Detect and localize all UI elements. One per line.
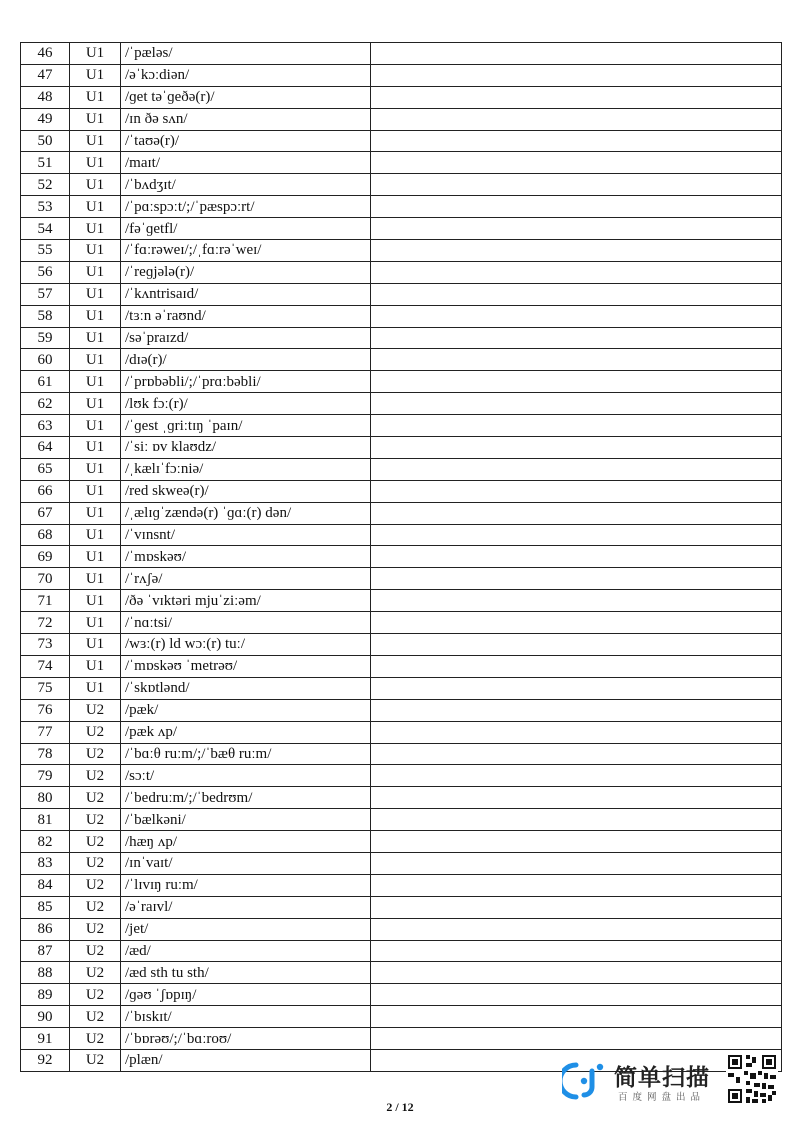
row-number: 46 [21,43,70,65]
row-number: 88 [21,962,70,984]
row-number: 67 [21,502,70,524]
row-unit: U2 [70,1006,121,1028]
row-unit: U2 [70,874,121,896]
row-unit: U2 [70,984,121,1006]
row-number: 62 [21,393,70,415]
row-number: 79 [21,765,70,787]
row-blank-cell [371,305,782,327]
row-phonetic: /ˈrʌʃə/ [121,568,371,590]
table-row [21,984,782,1006]
row-number: 91 [21,1028,70,1050]
row-blank-cell [371,940,782,962]
row-phonetic: /ˈbedruːm/;/ˈbedrʊm/ [121,787,371,809]
row-phonetic: /ˈbɒrəʊ/;/ˈbɑːroʊ/ [121,1028,371,1050]
row-blank-cell [371,152,782,174]
row-phonetic: /ˈbɑːθ ruːm/;/ˈbæθ ruːm/ [121,743,371,765]
row-phonetic: /ɡet təˈɡeðə(r)/ [121,86,371,108]
row-unit: U1 [70,371,121,393]
row-phonetic: /ˈbælkəni/ [121,809,371,831]
row-blank-cell [371,458,782,480]
row-phonetic: /ˈpɑːspɔːt/;/ˈpæspɔːrt/ [121,196,371,218]
row-phonetic: /ɪnˈvaɪt/ [121,852,371,874]
row-phonetic: /plæn/ [121,1049,371,1071]
row-blank-cell [371,699,782,721]
row-phonetic: /ˈnɑːtsi/ [121,612,371,634]
row-phonetic: /ˈmɒskəʊ/ [121,546,371,568]
row-unit: U1 [70,283,121,305]
row-number: 64 [21,437,70,459]
row-blank-cell [371,852,782,874]
row-unit: U2 [70,809,121,831]
row-number: 85 [21,896,70,918]
row-blank-cell [371,261,782,283]
row-number: 92 [21,1049,70,1071]
row-blank-cell [371,743,782,765]
row-unit: U1 [70,218,121,240]
row-blank-cell [371,655,782,677]
row-phonetic: /lʊk fɔː(r)/ [121,393,371,415]
row-phonetic: /ðə ˈvɪktəri mjuˈziːəm/ [121,590,371,612]
row-number: 68 [21,524,70,546]
table-row [21,1006,782,1028]
row-number: 60 [21,349,70,371]
table-row [21,261,782,283]
table-row [21,393,782,415]
table-row [21,108,782,130]
row-blank-cell [371,809,782,831]
row-blank-cell [371,349,782,371]
row-unit: U2 [70,940,121,962]
table-row [21,458,782,480]
table-row [21,371,782,393]
row-phonetic: /ˈpæləs/ [121,43,371,65]
row-number: 53 [21,196,70,218]
row-phonetic: /fəˈɡetfl/ [121,218,371,240]
table-row [21,765,782,787]
row-unit: U2 [70,765,121,787]
row-unit: U1 [70,546,121,568]
table-row [21,283,782,305]
row-blank-cell [371,371,782,393]
row-blank-cell [371,765,782,787]
row-blank-cell [371,918,782,940]
vocabulary-table [20,42,782,1072]
table-row [21,568,782,590]
row-unit: U2 [70,1049,121,1071]
row-phonetic: /ˌælɪɡˈzændə(r) ˈɡɑː(r) dən/ [121,502,371,524]
row-blank-cell [371,283,782,305]
row-number: 75 [21,677,70,699]
row-unit: U1 [70,677,121,699]
row-phonetic: /ˈvɪnsnt/ [121,524,371,546]
row-phonetic: /ɡəʊ ˈʃɒpɪŋ/ [121,984,371,1006]
watermark-subtitle: 百度网盘出品 [618,1092,706,1103]
row-number: 80 [21,787,70,809]
row-number: 86 [21,918,70,940]
table-row [21,152,782,174]
table-row [21,699,782,721]
row-number: 81 [21,809,70,831]
row-unit: U2 [70,1028,121,1050]
row-blank-cell [371,546,782,568]
row-unit: U2 [70,962,121,984]
row-blank-cell [371,1006,782,1028]
row-unit: U1 [70,108,121,130]
row-phonetic: /ˈbɪskɪt/ [121,1006,371,1028]
row-phonetic: /dɪə(r)/ [121,349,371,371]
row-number: 70 [21,568,70,590]
table-row [21,305,782,327]
qr-code-icon [726,1053,778,1105]
row-unit: U1 [70,634,121,656]
row-number: 84 [21,874,70,896]
table-row [21,174,782,196]
row-number: 87 [21,940,70,962]
row-phonetic: /ˈkʌntrisaɪd/ [121,283,371,305]
row-unit: U1 [70,261,121,283]
row-unit: U1 [70,590,121,612]
row-number: 74 [21,655,70,677]
row-unit: U2 [70,918,121,940]
row-blank-cell [371,502,782,524]
row-unit: U2 [70,787,121,809]
row-blank-cell [371,677,782,699]
row-number: 73 [21,634,70,656]
row-phonetic: /red skweə(r)/ [121,480,371,502]
row-blank-cell [371,1028,782,1050]
row-number: 65 [21,458,70,480]
row-unit: U2 [70,699,121,721]
row-blank-cell [371,130,782,152]
table-row [21,1028,782,1050]
row-blank-cell [371,874,782,896]
table-row [21,327,782,349]
row-number: 63 [21,415,70,437]
table-row [21,634,782,656]
row-phonetic: /ˈɡest ˌɡriːtɪŋ ˈpaɪn/ [121,415,371,437]
row-number: 51 [21,152,70,174]
row-blank-cell [371,721,782,743]
table-row [21,852,782,874]
row-phonetic: /ˈmɒskəʊ ˈmetrəʊ/ [121,655,371,677]
table-row [21,831,782,853]
row-number: 83 [21,852,70,874]
row-number: 78 [21,743,70,765]
row-blank-cell [371,962,782,984]
row-unit: U1 [70,349,121,371]
row-number: 48 [21,86,70,108]
row-phonetic: /ˈskɒtlənd/ [121,677,371,699]
row-unit: U1 [70,196,121,218]
row-number: 89 [21,984,70,1006]
row-blank-cell [371,108,782,130]
row-blank-cell [371,327,782,349]
row-phonetic: /ˈbʌdʒɪt/ [121,174,371,196]
scan-logo-icon [562,1057,610,1105]
row-unit: U1 [70,240,121,262]
table-row [21,43,782,65]
watermark-title: 简单扫描 [614,1065,710,1091]
row-unit: U1 [70,612,121,634]
row-phonetic: /ˈprɒbəbli/;/ˈprɑːbəbli/ [121,371,371,393]
row-unit: U1 [70,415,121,437]
row-phonetic: /tɜːn əˈraʊnd/ [121,305,371,327]
table-row [21,502,782,524]
table-row [21,415,782,437]
row-number: 61 [21,371,70,393]
row-unit: U1 [70,524,121,546]
row-number: 49 [21,108,70,130]
row-number: 71 [21,590,70,612]
row-number: 56 [21,261,70,283]
row-unit: U1 [70,305,121,327]
row-number: 76 [21,699,70,721]
row-blank-cell [371,196,782,218]
row-phonetic: /æd/ [121,940,371,962]
row-blank-cell [371,568,782,590]
row-number: 54 [21,218,70,240]
table-row [21,86,782,108]
row-number: 82 [21,831,70,853]
table-row [21,240,782,262]
table-row [21,546,782,568]
row-number: 69 [21,546,70,568]
table-row [21,612,782,634]
row-blank-cell [371,612,782,634]
row-unit: U1 [70,86,121,108]
row-unit: U1 [70,480,121,502]
table-row [21,918,782,940]
row-unit: U1 [70,393,121,415]
row-phonetic: /wɜː(r) ld wɔː(r) tuː/ [121,634,371,656]
table-row [21,349,782,371]
row-unit: U1 [70,152,121,174]
table-row [21,64,782,86]
row-blank-cell [371,393,782,415]
table-row [21,590,782,612]
table-row [21,480,782,502]
row-blank-cell [371,437,782,459]
row-blank-cell [371,787,782,809]
row-blank-cell [371,218,782,240]
row-blank-cell [371,174,782,196]
table-body [21,43,782,1072]
table-row [21,130,782,152]
row-phonetic: /maɪt/ [121,152,371,174]
row-blank-cell [371,984,782,1006]
table-row [21,196,782,218]
row-unit: U1 [70,130,121,152]
table-row [21,721,782,743]
row-unit: U2 [70,896,121,918]
row-number: 77 [21,721,70,743]
page-number: 2 / 12 [386,1100,414,1114]
row-unit: U1 [70,502,121,524]
row-blank-cell [371,86,782,108]
row-unit: U1 [70,327,121,349]
row-unit: U2 [70,721,121,743]
table-row [21,896,782,918]
row-phonetic: /əˈraɪvl/ [121,896,371,918]
row-phonetic: /ˈreɡjələ(r)/ [121,261,371,283]
table-row [21,677,782,699]
row-phonetic: /pæk ʌp/ [121,721,371,743]
table-row [21,874,782,896]
row-number: 72 [21,612,70,634]
row-unit: U1 [70,437,121,459]
row-phonetic: /ˌkælɪˈfɔːniə/ [121,458,371,480]
table-row [21,218,782,240]
table-row [21,743,782,765]
table-row [21,809,782,831]
row-number: 58 [21,305,70,327]
row-phonetic: /ɪn ðə sʌn/ [121,108,371,130]
row-phonetic: /æd sth tu sth/ [121,962,371,984]
row-phonetic: /əˈkɔːdiən/ [121,64,371,86]
row-phonetic: /ˈlɪvɪŋ ruːm/ [121,874,371,896]
row-blank-cell [371,896,782,918]
row-number: 90 [21,1006,70,1028]
row-blank-cell [371,831,782,853]
row-blank-cell [371,64,782,86]
table-row [21,655,782,677]
row-number: 66 [21,480,70,502]
row-phonetic: /jet/ [121,918,371,940]
row-blank-cell [371,240,782,262]
row-unit: U1 [70,655,121,677]
row-number: 47 [21,64,70,86]
row-number: 52 [21,174,70,196]
table-row [21,787,782,809]
row-number: 57 [21,283,70,305]
row-number: 55 [21,240,70,262]
row-blank-cell [371,590,782,612]
table-row [21,437,782,459]
row-unit: U2 [70,831,121,853]
row-blank-cell [371,634,782,656]
row-blank-cell [371,524,782,546]
row-blank-cell [371,43,782,65]
row-phonetic: /hæŋ ʌp/ [121,831,371,853]
row-phonetic: /ˈsiː ɒv klaʊdz/ [121,437,371,459]
row-unit: U1 [70,174,121,196]
row-unit: U2 [70,852,121,874]
row-phonetic: /səˈpraɪzd/ [121,327,371,349]
row-unit: U1 [70,64,121,86]
watermark [562,1057,792,1107]
row-unit: U1 [70,458,121,480]
row-blank-cell [371,480,782,502]
row-phonetic: /ˈtaʊə(r)/ [121,130,371,152]
table-row [21,940,782,962]
row-unit: U1 [70,43,121,65]
row-phonetic: /ˈfɑːrəweɪ/;/ˌfɑːrəˈweɪ/ [121,240,371,262]
row-phonetic: /sɔːt/ [121,765,371,787]
table-row [21,524,782,546]
row-unit: U1 [70,568,121,590]
row-unit: U2 [70,743,121,765]
row-number: 59 [21,327,70,349]
row-blank-cell [371,415,782,437]
row-number: 50 [21,130,70,152]
table-row [21,962,782,984]
row-phonetic: /pæk/ [121,699,371,721]
